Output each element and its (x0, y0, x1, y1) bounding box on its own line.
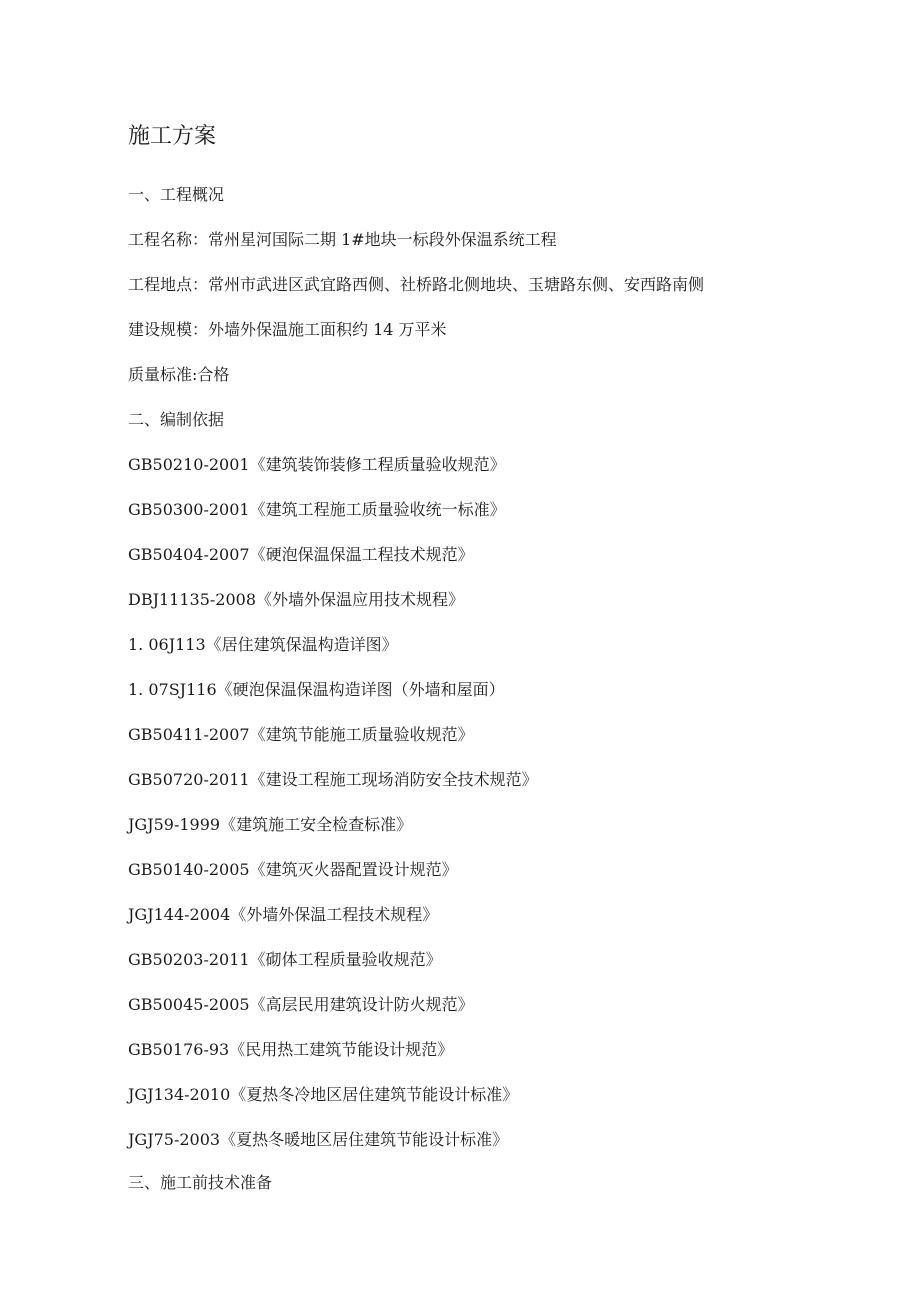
standard-item: GB50176-93《民用热工建筑节能设计规范》 (128, 1040, 454, 1059)
standard-item: GB50140-2005《建筑灭火器配置设计规范》 (128, 860, 458, 879)
standard-item: GB50411-2007《建筑节能施工质量验收规范》 (128, 725, 474, 744)
standard-item: JGJ134-2010《夏热冬冷地区居住建筑节能设计标准》 (128, 1085, 519, 1104)
standard-item: GB50720-2011《建设工程施工现场消防安全技术规范》 (128, 770, 538, 789)
standard-item: DBJ11135-2008《外墙外保温应用技术规程》 (128, 590, 465, 609)
section-heading-preparation: 三、施工前技术准备 (128, 1173, 273, 1192)
standard-item: JGJ144-2004《外墙外保温工程技术规程》 (128, 905, 439, 924)
standard-item: GB50404-2007《硬泡保温保温工程技术规范》 (128, 545, 474, 564)
section-heading-overview: 一、工程概况 (128, 185, 225, 204)
construction-scale-line: 建设规模：外墙外保温施工面积约 14 万平米 (128, 320, 447, 339)
standard-item: JGJ75-2003《夏热冬暖地区居住建筑节能设计标准》 (128, 1130, 509, 1149)
quality-standard-line: 质量标准:合格 (128, 365, 230, 384)
standard-item: GB50045-2005《高层民用建筑设计防火规范》 (128, 995, 474, 1014)
standard-item: GB50203-2011《砌体工程质量验收规范》 (128, 950, 442, 969)
standard-item: GB50210-2001《建筑装饰装修工程质量验收规范》 (128, 455, 506, 474)
document-title: 施工方案 (128, 124, 217, 149)
standard-item: 1. 07SJ116《硬泡保温保温构造详图（外墙和屋面） (128, 680, 505, 699)
project-location-line: 工程地点：常州市武进区武宜路西侧、社桥路北侧地块、玉塘路东侧、安西路南侧 (128, 275, 705, 294)
project-name-line: 工程名称：常州星河国际二期 1#地块一标段外保温系统工程 (128, 230, 557, 249)
standard-item: 1. 06J113《居住建筑保温构造详图》 (128, 635, 398, 654)
standard-item: GB50300-2001《建筑工程施工质量验收统一标准》 (128, 500, 506, 519)
section-heading-basis: 二、编制依据 (128, 410, 225, 429)
standard-item: JGJ59-1999《建筑施工安全检查标准》 (128, 815, 413, 834)
